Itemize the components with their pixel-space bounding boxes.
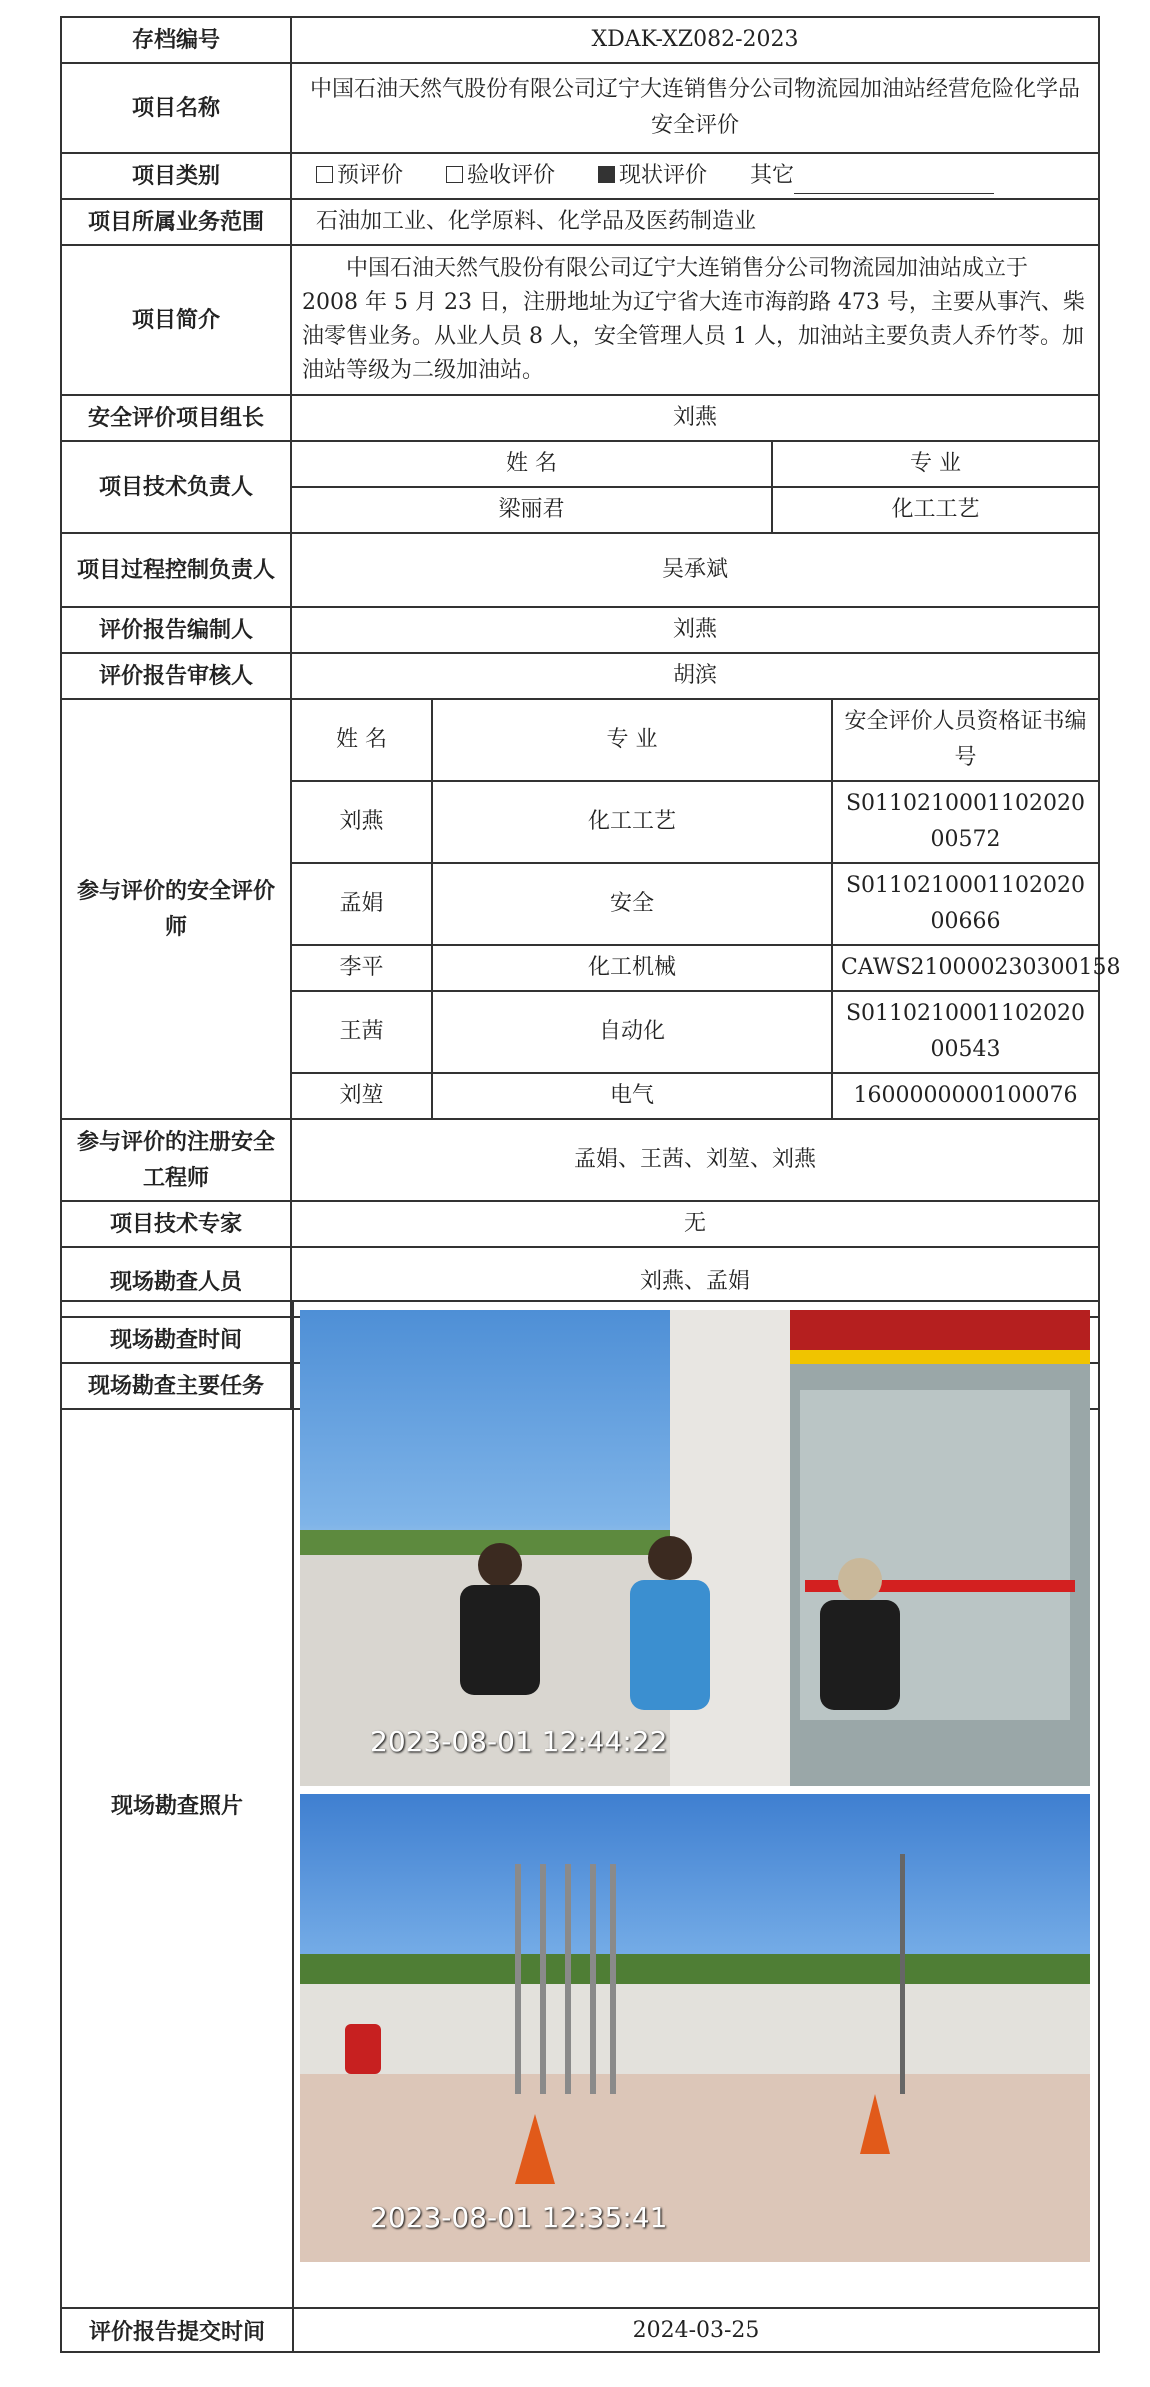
site-photo-2 [300, 1794, 1090, 2262]
option-other: 其它 [750, 163, 795, 188]
ev-header-name: 姓 名 [336, 727, 387, 752]
photos-section [60, 1300, 1100, 2309]
evaluators-label: 参与评价的安全评价师 [61, 699, 291, 1119]
table-row: 孟娟 安全 S011021000110202000666 [292, 863, 1098, 945]
surveyors-value: 刘燕、孟娟 [291, 1247, 1099, 1317]
evaluators-table [292, 700, 1121, 1118]
table-row: 刘堃 电气 1600000000100076 [292, 1073, 1098, 1118]
submit-value: 2024-03-25 [632, 2317, 760, 2343]
surveyors-label: 现场勘查人员 [61, 1247, 291, 1317]
tech-name: 梁丽君 [292, 487, 772, 532]
archive-table [60, 16, 1121, 1410]
ev-header-cert: 安全评价人员资格证书编号 [832, 700, 1098, 781]
survey-time-label: 现场勘查时间 [61, 1317, 291, 1363]
engineers-value: 孟娟、王茜、刘堃、刘燕 [291, 1119, 1099, 1201]
leader-label: 安全评价项目组长 [61, 395, 291, 441]
other-blank [794, 171, 994, 194]
archive-value: XDAK-XZ082-2023 [291, 17, 1099, 63]
reviewer-value: 胡滨 [291, 653, 1099, 699]
intro-value: 中国石油天然气股份有限公司辽宁大连销售分公司物流园加油站成立于 2008 年 5 月 23 日，注册地址为辽宁省大连市海韵路 473 号，主要从事汽、柴油零售业务。从业人员 8 人，安全管理人员 1 人，加油站主要负责人乔竹苓。加油站等级为二级加油站。 [291, 245, 1099, 395]
tech-header-name: 姓 名 [506, 451, 557, 476]
process-label: 项目过程控制负责人 [61, 533, 291, 607]
checkbox-current [598, 166, 615, 183]
task-label: 现场勘查主要任务 [61, 1363, 291, 1409]
expert-label: 项目技术专家 [61, 1201, 291, 1247]
photo1-timestamp: 2023-08-01 12:44:22 [370, 1725, 668, 1758]
checkbox-pre [316, 166, 333, 183]
expert-value: 无 [291, 1201, 1099, 1247]
submit-row [60, 2307, 1100, 2353]
ev-header-major: 专 业 [432, 700, 832, 781]
compiler-value: 刘燕 [291, 607, 1099, 653]
archive-label: 存档编号 [61, 17, 291, 63]
category-value [291, 153, 1099, 199]
scope-label: 项目所属业务范围 [61, 199, 291, 245]
site-photo-1 [300, 1310, 1090, 1786]
checkbox-accept [446, 166, 463, 183]
tech-table [292, 442, 1098, 532]
tech-major: 化工工艺 [772, 487, 1098, 532]
option-current: 现状评价 [598, 163, 707, 188]
tech-header-major: 专 业 [772, 442, 1098, 487]
reviewer-label: 评价报告审核人 [61, 653, 291, 699]
engineers-label: 参与评价的注册安全工程师 [61, 1119, 291, 1201]
table-row: 李平 化工机械 CAWS210000230300158 [292, 945, 1098, 991]
site-photo-1-scene [300, 1310, 1090, 1786]
option-accept: 验收评价 [446, 163, 555, 188]
submit-label: 评价报告提交时间 [62, 2309, 294, 2351]
option-pre: 预评价 [316, 163, 403, 188]
intro-label: 项目简介 [61, 245, 291, 395]
tech-label: 项目技术负责人 [61, 441, 291, 533]
category-label: 项目类别 [61, 153, 291, 199]
photo2-timestamp: 2023-08-01 12:35:41 [370, 2201, 668, 2234]
name-label: 项目名称 [61, 63, 291, 153]
name-value: 中国石油天然气股份有限公司辽宁大连销售分公司物流园加油站经营危险化学品安全评价 [291, 63, 1099, 153]
table-row: 王茜 自动化 S011021000110202000543 [292, 991, 1098, 1073]
process-value: 吴承斌 [291, 533, 1099, 607]
compiler-label: 评价报告编制人 [61, 607, 291, 653]
table-row: 刘燕 化工工艺 S011021000110202000572 [292, 781, 1098, 863]
leader-value: 刘燕 [291, 395, 1099, 441]
photos-label: 现场勘查照片 [62, 1302, 294, 2307]
scope-value: 石油加工业、化学原料、化学品及医药制造业 [291, 199, 1099, 245]
site-photo-2-scene [300, 1794, 1090, 2262]
